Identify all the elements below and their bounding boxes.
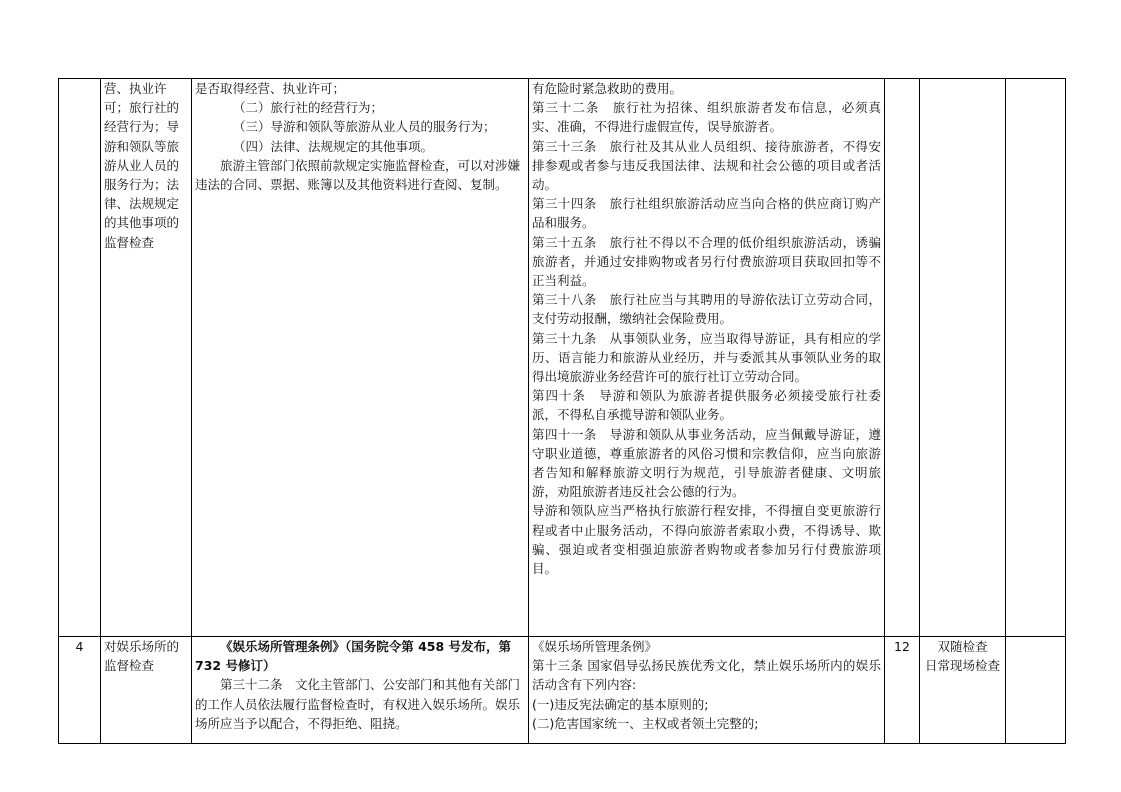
- method-cell: [920, 79, 1006, 637]
- law-paragraph: 导游和领队应当严格执行旅游行程安排，不得擅自变更旅游行程或者中止服务活动，不得向旅游者索取小费，不得诱导、欺骗、强迫或者变相强迫旅游者购物或者参加另行付费旅游项目。: [532, 503, 881, 577]
- basis-paragraph: （三）导游和领队等旅游从业人员的服务行为；: [233, 119, 496, 135]
- basis-paragraph: （二）旅行社的经营行为；: [233, 100, 384, 116]
- inspection-item-cell: 营、执业许可；旅行社的经营行为；导游和领队等旅游从业人员的服务行为；法律、法规规定的其他事项的监督检查: [101, 79, 192, 637]
- law-paragraph: 第三十九条 从事领队业务，应当取得导游证，具有相应的学历、语言能力和旅游从业经历，并与委派其从事领队业务的取得出境旅游业务经营许可的旅行社订立劳动合同。: [532, 330, 881, 385]
- count-cell: [885, 79, 920, 637]
- basis-cell: [192, 637, 529, 744]
- method-line: 日常现场检查: [924, 658, 1000, 674]
- regulation-title: 《娱乐场所管理条例》（国务院令第 458 号发布，第 732 号修订）: [195, 639, 512, 674]
- law-paragraph: 第三十八条 旅行社应当与其聘用的导游依法订立劳动合同，支付劳动报酬，缴纳社会保险费用。: [532, 292, 881, 327]
- law-paragraph: 第三十四条 旅行社组织旅游活动应当向合格的供应商订购产品和服务。: [532, 196, 881, 231]
- inspection-table: [58, 78, 1066, 744]
- table-row: [59, 637, 1066, 744]
- law-paragraph: (一)违反宪法确定的基本原则的;: [532, 696, 709, 712]
- inspection-item-cell: 对娱乐场所的监督检查: [101, 637, 192, 744]
- remark-cell: [1006, 637, 1066, 744]
- basis-paragraph: 旅游主管部门依照前款规定实施监督检查，可以对涉嫌违法的合同、票据、账簿以及其他资料进行查阅、复制。: [195, 157, 521, 193]
- method-line: 双随检查: [937, 639, 988, 654]
- row-number-cell: 4: [59, 637, 101, 744]
- law-title: 《娱乐场所管理条例》: [532, 639, 658, 654]
- law-paragraph: 第十三条 国家倡导弘扬民族优秀文化，禁止娱乐场所内的娱乐活动含有下列内容:: [532, 658, 881, 693]
- method-cell: [920, 637, 1006, 744]
- law-paragraph: 第四十一条 导游和领队从事业务活动，应当佩戴导游证，遵守职业道德，尊重旅游者的风俗习惯和宗教信仰，应当向旅游者告知和解释旅游文明行为规范，引导旅游者健康、文明旅游，劝阻旅游者违反社会公德的行为。: [532, 426, 881, 500]
- table-row: [59, 79, 1066, 637]
- law-paragraph: (二)危害国家统一、主权或者领土完整的;: [532, 715, 759, 731]
- basis-paragraph: 第三十二条 文化主管部门、公安部门和其他有关部门的工作人员依法履行监督检查时，有权进入娱乐场所。娱乐场所应当予以配合，不得拒绝、阻挠。: [195, 677, 521, 731]
- basis-paragraph: （四）法律、法规规定的其他事项。: [233, 138, 434, 154]
- row-number-cell: [59, 79, 101, 637]
- law-content-cell: [529, 637, 885, 744]
- basis-cell: [192, 79, 529, 637]
- law-paragraph: 第三十二条 旅行社为招徕、组织旅游者发布信息，必须真实、准确，不得进行虚假宣传，误导旅游者。: [532, 100, 881, 135]
- law-content-cell: [529, 79, 885, 637]
- law-paragraph: 第四十条 导游和领队为旅游者提供服务必须接受旅行社委派，不得私自承揽导游和领队业务。: [532, 388, 881, 423]
- remark-cell: [1006, 79, 1066, 637]
- basis-paragraph: 是否取得经营、执业许可；: [195, 81, 346, 96]
- count-cell: 12: [885, 637, 920, 744]
- law-paragraph: 第三十三条 旅行社及其从业人员组织、接待旅游者，不得安排参观或者参与违反我国法律、法规和社会公德的项目或者活动。: [532, 138, 881, 193]
- law-paragraph: 有危险时紧急救助的费用。: [532, 81, 683, 96]
- law-paragraph: 第三十五条 旅行社不得以不合理的低价组织旅游活动，诱骗旅游者，并通过安排购物或者另行付费旅游项目获取回扣等不正当利益。: [532, 234, 881, 289]
